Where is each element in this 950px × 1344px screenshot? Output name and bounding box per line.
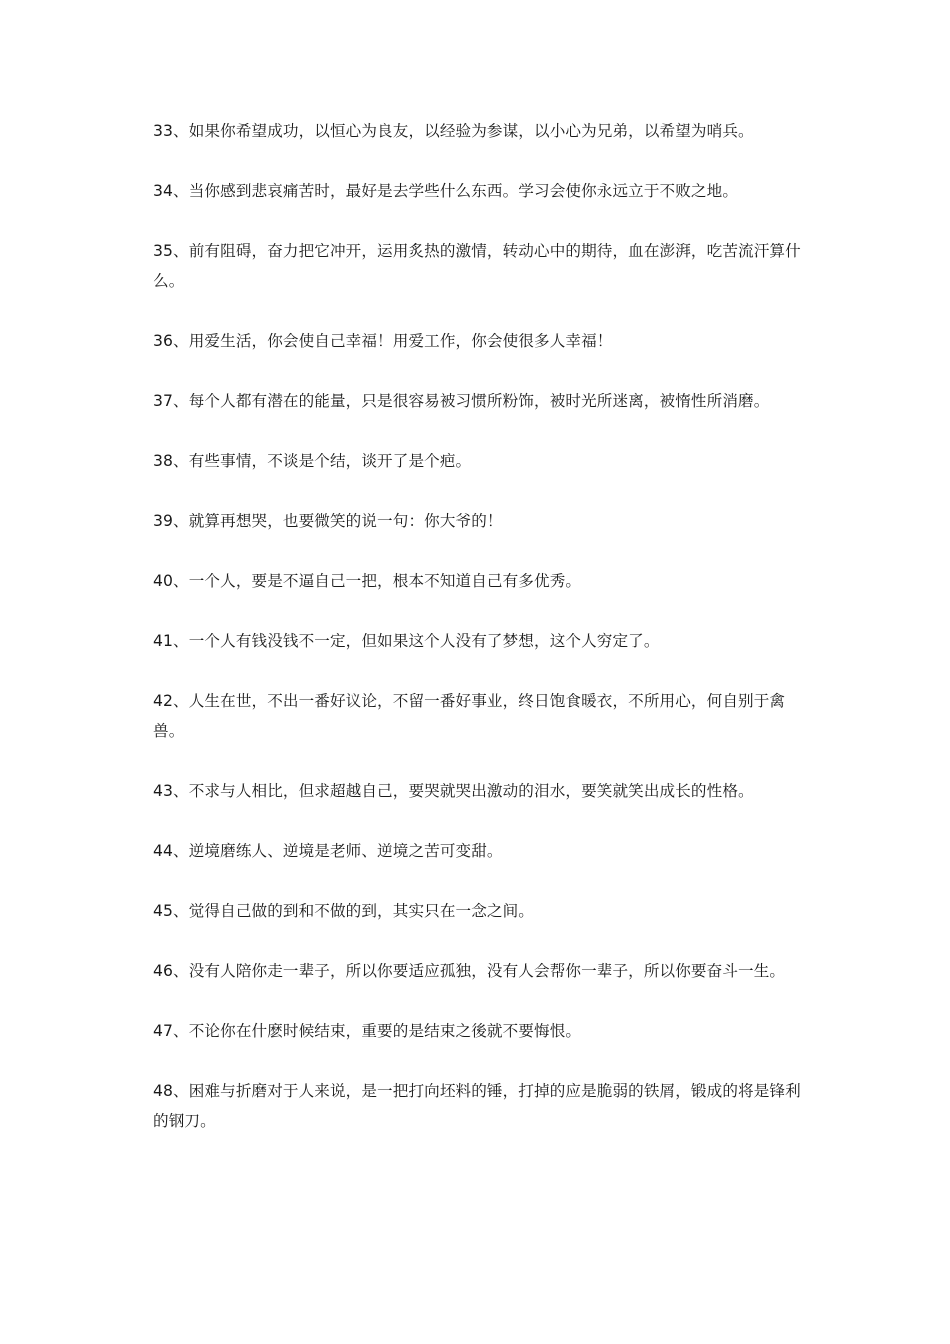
quote-42: 42、人生在世，不出一番好议论，不留一番好事业，终日饱食暖衣，不所用心，何自别于禽兽。: [153, 692, 786, 740]
quote-33: 33、如果你希望成功，以恒心为良友，以经验为参谋，以小心为兄弟，以希望为哨兵。: [153, 122, 754, 140]
quote-44: 44、逆境磨练人、逆境是老师、逆境之苦可变甜。: [153, 842, 503, 860]
quote-41: 41、一个人有钱没钱不一定，但如果这个人没有了梦想，这个人穷定了。: [153, 632, 660, 650]
quote-48: 48、困难与折磨对于人来说，是一把打向坯料的锤，打掉的应是脆弱的铁屑，锻成的将是锋利的钢刀。: [153, 1082, 801, 1130]
quote-43: 43、不求与人相比，但求超越自己，要哭就哭出激动的泪水，要笑就笑出成长的性格。: [153, 782, 754, 800]
quote-39: 39、就算再想哭，也要微笑的说一句：你大爷的！: [153, 512, 503, 530]
quote-47: 47、不论你在什麽时候结束，重要的是结束之後就不要悔恨。: [153, 1022, 582, 1040]
quote-46: 46、没有人陪你走一辈子，所以你要适应孤独，没有人会帮你一辈子，所以你要奋斗一生。: [153, 962, 786, 980]
quote-45: 45、觉得自己做的到和不做的到，其实只在一念之间。: [153, 902, 534, 920]
quote-35: 35、前有阻碍，奋力把它冲开，运用炙热的激情，转动心中的期待，血在澎湃，吃苦流汗算什么。: [153, 242, 801, 290]
quote-36: 36、用爱生活，你会使自己幸福！用爱工作，你会使很多人幸福！: [153, 332, 613, 350]
quote-list: [153, 116, 803, 1166]
quote-37: 37、每个人都有潜在的能量，只是很容易被习惯所粉饰，被时光所迷离，被惰性所消磨。: [153, 392, 770, 410]
quote-38: 38、有些事情，不谈是个结，谈开了是个疤。: [153, 452, 472, 470]
quote-40: 40、一个人，要是不逼自己一把，根本不知道自己有多优秀。: [153, 572, 582, 590]
quote-34: 34、当你感到悲哀痛苦时，最好是去学些什么东西。学习会使你永远立于不败之地。: [153, 182, 739, 200]
